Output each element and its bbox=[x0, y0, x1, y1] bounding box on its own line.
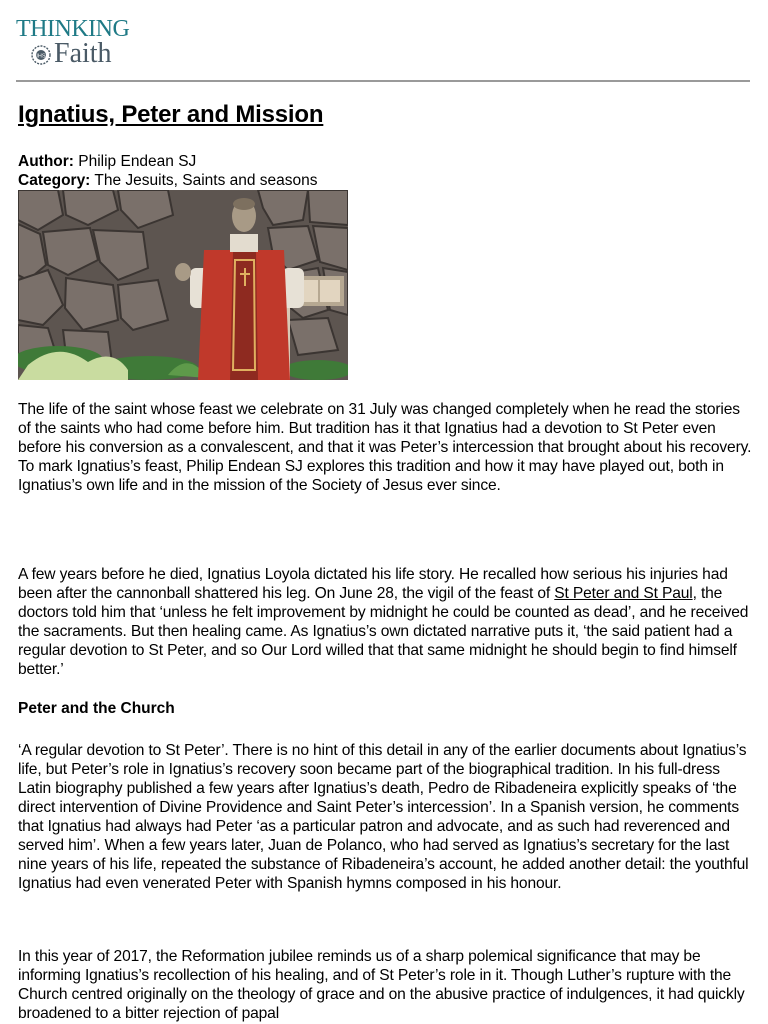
section-heading: Peter and the Church bbox=[18, 700, 175, 717]
st-peter-st-paul-link[interactable]: St Peter and St Paul bbox=[554, 585, 693, 602]
article-photo bbox=[18, 190, 348, 380]
thinking-faith-logo[interactable] bbox=[16, 14, 136, 70]
category-label: Category: bbox=[18, 172, 91, 189]
category-value: The Jesuits, Saints and seasons bbox=[90, 172, 318, 189]
body-paragraph-2: ‘A regular devotion to St Peter’. There is no hint of this detail in any of the earlier documents about Ignatius’s life, but Peter’s role in Ignatius’s recovery soon became part of the biographical tradition. In his full-dress Latin biography published a few years after Ignatius’s death, Pedro de Ribadeneira explicitly speaks of ‘the direct intervention of Divine Providence and Saint Peter’s intercession’. In a Spanish version, he comments that Ignatius had always had Peter ‘as a particular patron and advocate, and as such had reverenced and served him’. When a few years later, Juan de Polanco, who had served as Ignatius’s secretary for the last nine years of his life, repeated the substance of Ribadeneira’s account, he added another detail: the youthful Ignatius had even venerated Peter with Spanish hymns composed in his honour. bbox=[18, 742, 749, 892]
header-divider bbox=[16, 80, 750, 82]
para1-text-b: , the doctors told him that ‘unless he felt improvement by midnight he could be counted as dead’, and he received the sacraments. But then healing came. As Ignatius’s own dictated narrative puts it, ‘the said patient had a regular devotion to St Peter, and so Our Lord willed that that same midnight he should begin to find himself better.’ bbox=[18, 585, 749, 678]
author-label: Author: bbox=[18, 153, 74, 170]
svg-text:IHS: IHS bbox=[36, 53, 46, 60]
site-header bbox=[16, 14, 750, 82]
article-title: Ignatius, Peter and Mission bbox=[18, 101, 324, 128]
logo-thinking-text: THINKING bbox=[16, 16, 130, 42]
ignatius-statue-image bbox=[18, 190, 348, 380]
intro-paragraph: The life of the saint whose feast we celebrate on 31 July was changed completely when he read the stories of the saints who had come before him. But tradition has it that Ignatius had a devotion to St Peter even before his conversion as a convalescent, and that it was Peter’s intercession that brought about his recovery. To mark Ignatius’s feast, Philip Endean SJ explores this tradition and how it may have played out, both in Ignatius’s own life and in the mission of the Society of Jesus ever since. bbox=[18, 401, 752, 494]
author-line bbox=[18, 152, 196, 171]
author-name: Philip Endean SJ bbox=[73, 153, 197, 170]
para1-text-a: A few years before he died, Ignatius Loyola dictated his life story. He recalled how serious his injuries had been after the cannonball shattered his leg. On June 28, the vigil of the feast of bbox=[18, 566, 728, 602]
logo-faith-text: Faith bbox=[54, 38, 112, 69]
jesuit-emblem-icon bbox=[30, 44, 52, 66]
body-paragraph-3: In this year of 2017, the Reformation jubilee reminds us of a sharp polemical significance that may be informing Ignatius’s recollection of his healing, and of St Peter’s role in it. Though Luther’s rupture with the Church centred originally on the theology of grace and on the abusive practice of indulgences, it had quickly broadened to a bitter rejection of papal bbox=[18, 948, 745, 1022]
category-line bbox=[18, 171, 318, 190]
body-paragraph-1 bbox=[18, 565, 754, 679]
